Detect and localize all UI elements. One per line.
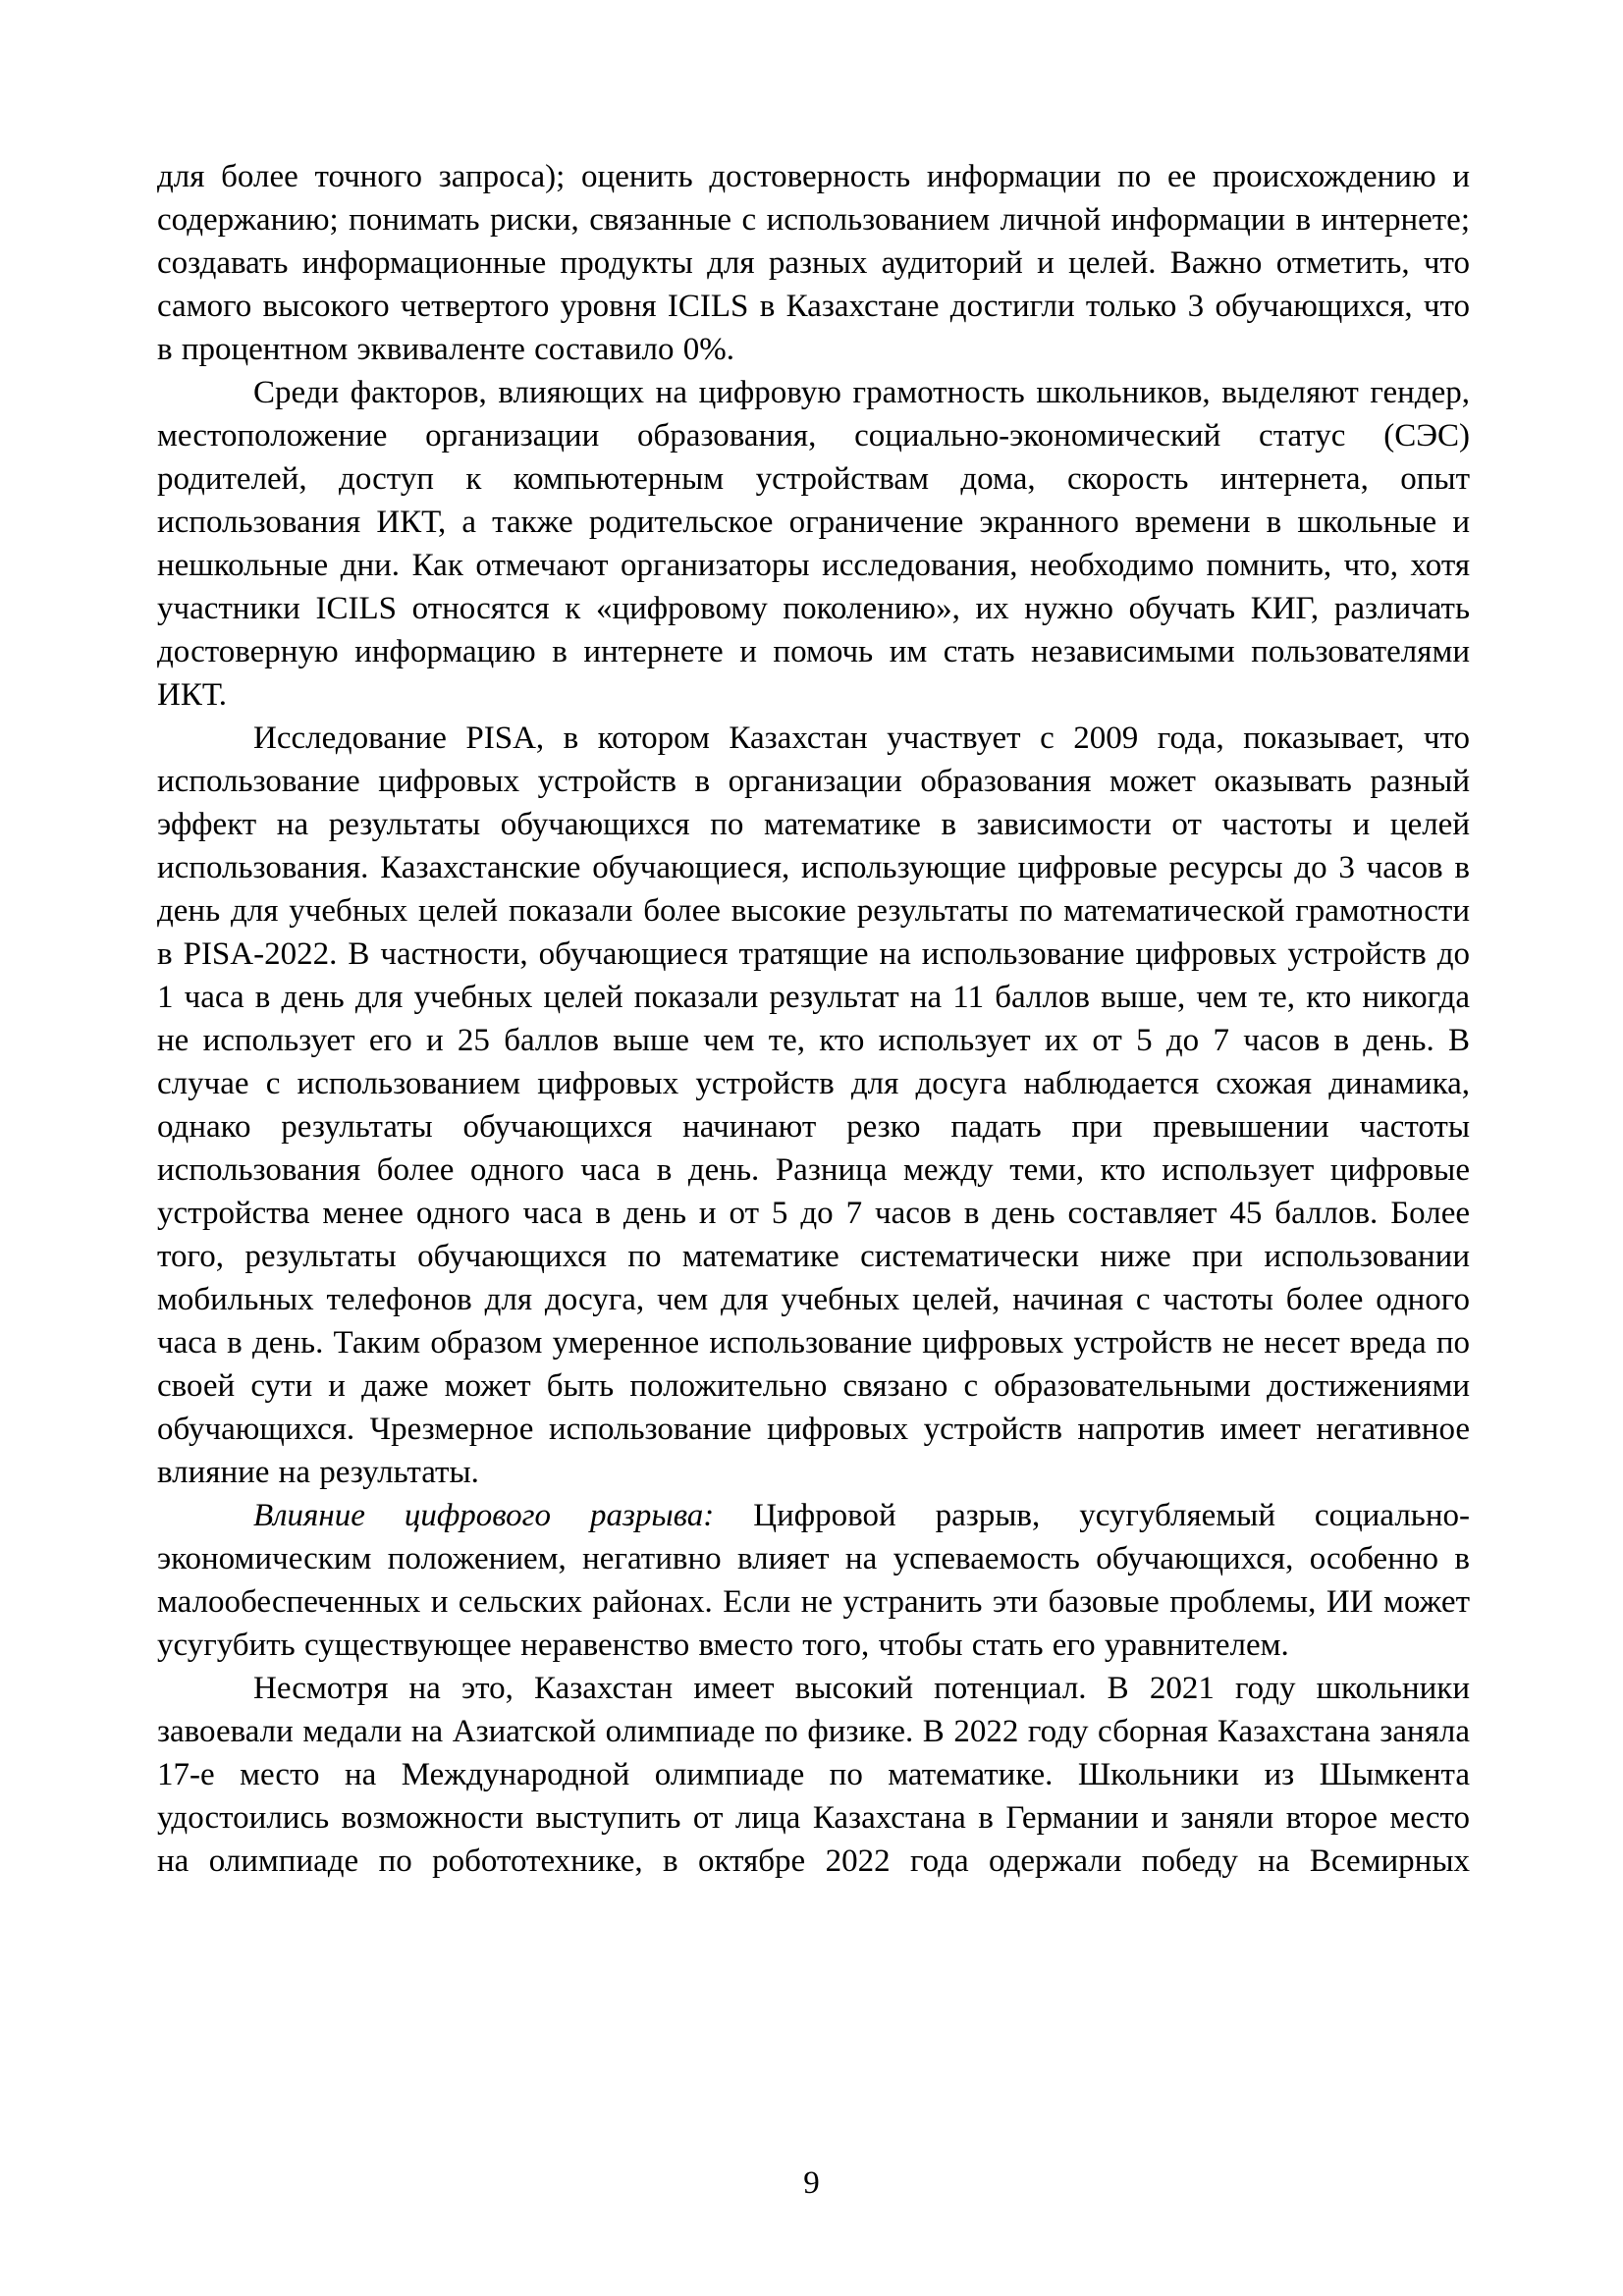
page-number: 9 — [803, 2165, 820, 2201]
document-body — [157, 155, 1470, 1883]
paragraph: Среди факторов, влияющих на цифровую грамотность школьников, выделяют гендер, местоположение организации образования, социально-экономический статус (СЭС) родителей, доступ к компьютерным устройствам дома, скорость интернета, опыт использования ИКТ, а также родительское ограничение экранного времени в школьные и нешкольные дни. Как отмечают организаторы исследования, необходимо помнить, что, хотя участники ICILS относятся к «цифровому поколению», их нужно обучать КИГ, различать достоверную информацию в интернете и помочь им стать независимыми пользователями ИКТ. — [157, 375, 1470, 713]
paragraph: Исследование PISA, в котором Казахстан участвует с 2009 года, показывает, что использование цифровых устройств в организации образования может оказывать разный эффект на результаты обучающихся по математике в зависимости от частоты и целей использования. Казахстанские обучающиеся, использующие цифровые ресурсы до 3 часов в день для учебных целей показали более высокие результаты по математической грамотности в PISA-2022. В частности, обучающиеся тратящие на использование цифровых устройств до 1 часа в день для учебных целей показали результат на 11 баллов выше, чем те, кто никогда не использует его и 25 баллов выше чем те, кто использует их от 5 до 7 часов в день. В случае с использованием цифровых устройств для досуга наблюдается схожая динамика, однако результаты обучающихся начинают резко падать при превышении частоты использования более одного часа в день. Разница между теми, кто использует цифровые устройства менее одного часа в день и от 5 до 7 часов в день составляет 45 баллов. Более того, результаты обучающихся по математике систематически ниже при использовании мобильных телефонов для досуга, чем для учебных целей, начиная с частоты более одного часа в день. Таким образом умеренное использование цифровых устройств не несет вреда по своей сути и даже может быть положительно связано с образовательными достижениями обучающихся. Чрезмерное использование цифровых устройств напротив имеет негативное влияние на результаты. — [157, 721, 1470, 1490]
paragraph: для более точного запроса); оценить достоверность информации по ее происхождению и содержанию; понимать риски, связанные с использованием личной информации в интернете; создавать информационные продукты для разных аудиторий и целей. Важно отметить, что самого высокого четвертого уровня ICILS в Казахстане достигли только 3 обучающихся, что в процентном эквиваленте составило 0%. — [157, 159, 1470, 367]
paragraph: Влияние цифрового разрыва: Цифровой разрыв, усугубляемый социально-экономическим положением, негативно влияет на успеваемость обучающихся, особенно в малообеспеченных и сельских районах. Если не устранить эти базовые проблемы, ИИ может усугубить существующее неравенство вместо того, чтобы стать его уравнителем. — [157, 1498, 1470, 1663]
paragraph-italic-lead: Влияние цифрового разрыва: — [253, 1498, 715, 1533]
paragraph: Несмотря на это, Казахстан имеет высокий потенциал. В 2021 году школьники завоевали медали на Азиатской олимпиаде по физике. В 2022 году сборная Казахстана заняла 17-е место на Международной олимпиаде по математике. Школьники из Шымкента удостоились возможности выступить от лица Казахстана в Германии и заняли второе место на олимпиаде по робототехнике, в октябре 2022 года одержали победу на Всемирных — [157, 1671, 1470, 1879]
